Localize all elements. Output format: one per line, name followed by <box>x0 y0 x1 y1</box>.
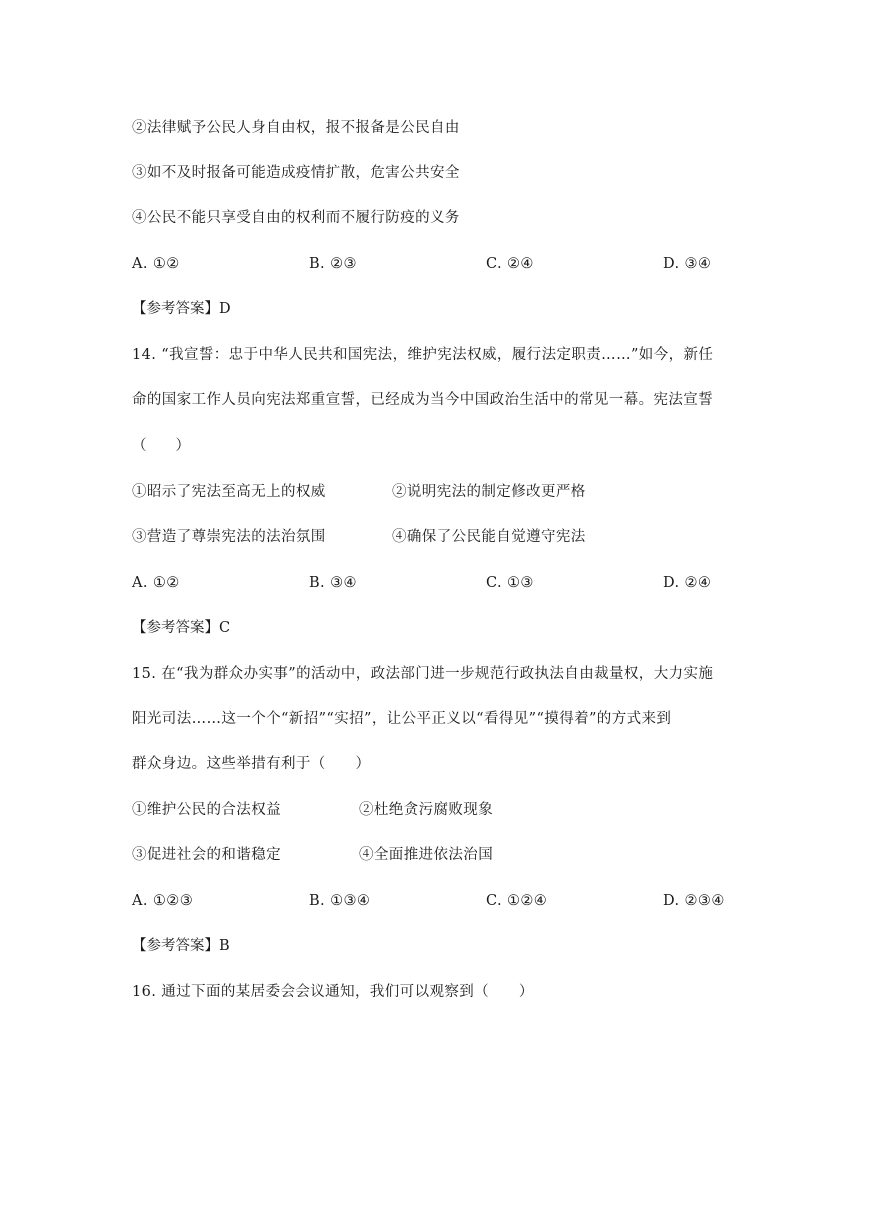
q13-answer: 【参考答案】D <box>132 301 231 317</box>
q15-option-c: C. ①②④ <box>486 893 548 909</box>
q15-option-d: D. ②③④ <box>663 893 725 909</box>
q14-option-d: D. ②④ <box>663 575 712 591</box>
q13-item-2: ②法律赋予公民人身自由权，报不报备是公民自由 <box>132 120 460 136</box>
q14-option-c: C. ①③ <box>486 575 534 591</box>
q14-option-a: A. ①② <box>132 575 180 591</box>
q15-stem-line-2: 阳光司法……这一个个“新招”“实招”，让公平正义以“看得见”“摸得着”的方式来到 <box>132 711 672 727</box>
q13-item-3: ③如不及时报备可能造成疫情扩散，危害公共安全 <box>132 165 460 181</box>
q16-stem-line-1: 16. 通过下面的某居委会会议通知，我们可以观察到（ ） <box>132 984 534 1000</box>
q15-stem-line-1: 15. 在“我为群众办实事”的活动中，政法部门进一步规范行政执法自由裁量权，大力实施 <box>132 666 714 682</box>
q15-option-b: B. ①③④ <box>309 893 371 909</box>
q14-item-1: ①昭示了宪法至高无上的权威 <box>132 484 326 500</box>
q15-item-1: ①维护公民的合法权益 <box>132 802 281 818</box>
q14-item-2: ②说明宪法的制定修改更严格 <box>392 484 586 500</box>
q13-option-d: D. ③④ <box>663 256 712 272</box>
q15-stem-line-3: 群众身边。这些举措有利于（ ） <box>132 756 371 772</box>
q14-answer: 【参考答案】C <box>132 620 231 636</box>
q13-option-b: B. ②③ <box>309 256 357 272</box>
q15-option-a: A. ①②③ <box>132 893 194 909</box>
q13-option-a: A. ①② <box>132 256 180 272</box>
q14-item-3: ③营造了尊崇宪法的法治氛围 <box>132 529 326 545</box>
q14-item-4: ④确保了公民能自觉遵守宪法 <box>392 529 586 545</box>
q14-stem-line-3: （ ） <box>132 438 190 454</box>
q13-item-4: ④公民不能只享受自由的权利而不履行防疫的义务 <box>132 210 460 226</box>
q15-item-4: ④全面推进依法治国 <box>359 847 494 863</box>
q15-item-3: ③促进社会的和谐稳定 <box>132 847 281 863</box>
q15-item-2: ②杜绝贪污腐败现象 <box>359 802 494 818</box>
q14-stem-line-1: 14. “我宣誓：忠于中华人民共和国宪法，维护宪法权威，履行法定职责……”如今，新任 <box>132 347 714 363</box>
q13-option-c: C. ②④ <box>486 256 534 272</box>
q15-answer: 【参考答案】B <box>132 938 230 954</box>
q14-stem-line-2: 命的国家工作人员向宪法郑重宣誓，已经成为当今中国政治生活中的常见一幕。宪法宣誓 <box>132 392 714 408</box>
q14-option-b: B. ③④ <box>309 575 357 591</box>
